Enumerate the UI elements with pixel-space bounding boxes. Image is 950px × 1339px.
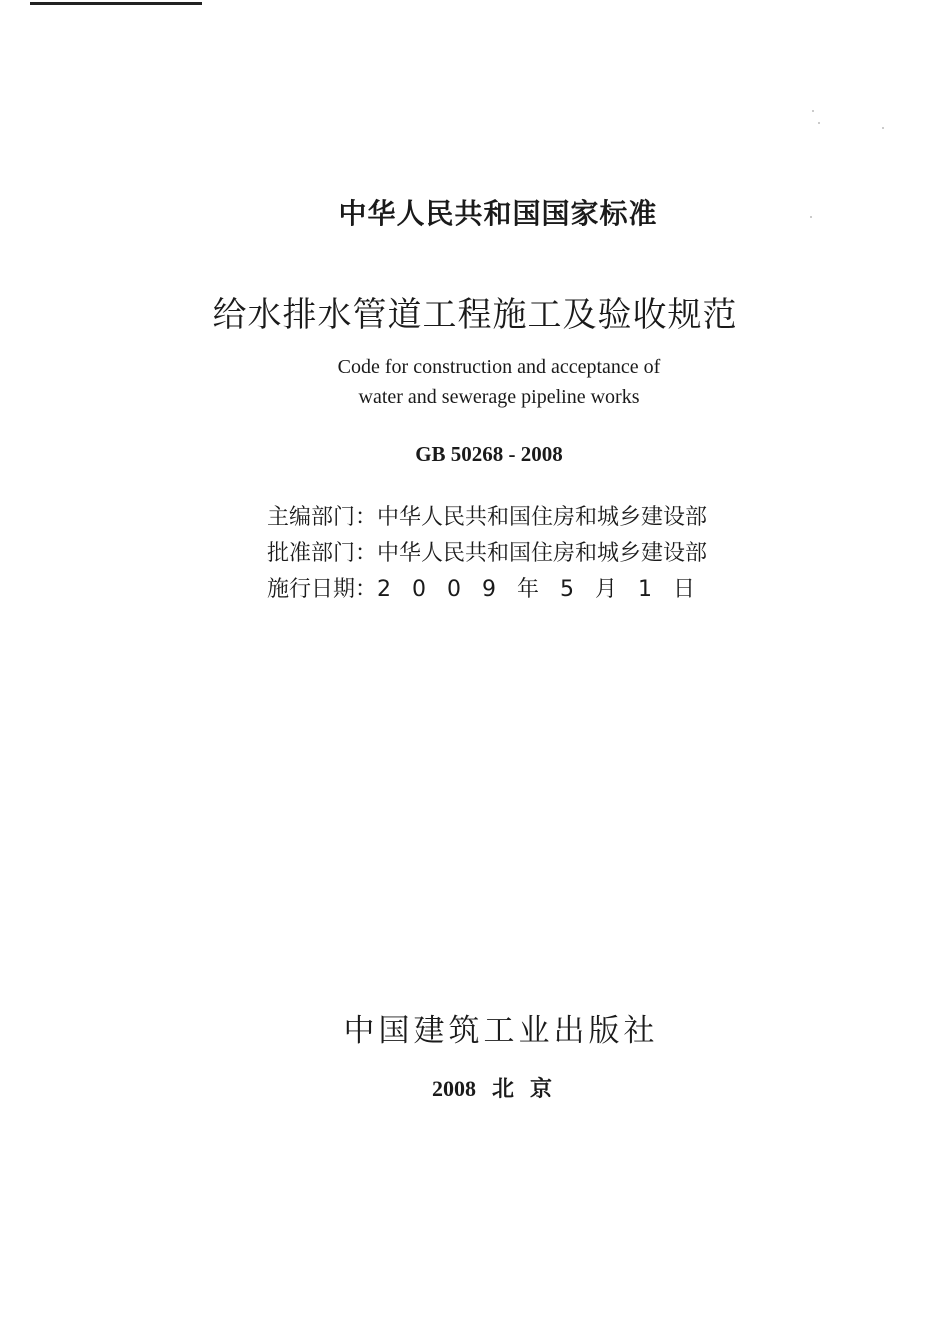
english-title-line-1: Code for construction and acceptance of xyxy=(337,356,661,378)
scan-speck xyxy=(812,110,814,112)
info-value: 中华人民共和国住房和城乡建设部 xyxy=(377,541,708,566)
publication-place: 北京 xyxy=(491,1076,568,1102)
info-colon: ： xyxy=(355,577,378,602)
scan-edge-line xyxy=(30,2,202,5)
info-label: 主编部门 xyxy=(267,505,356,530)
info-row-effective-date xyxy=(267,572,716,608)
info-value: 中华人民共和国住房和城乡建设部 xyxy=(377,505,708,530)
scan-speck xyxy=(818,122,820,124)
info-label: 施行日期 xyxy=(267,577,356,602)
publication-year-place xyxy=(0,1072,950,1103)
info-block xyxy=(267,500,716,608)
standard-code: GB 50268 - 2008 xyxy=(415,442,563,466)
info-colon: ： xyxy=(355,505,378,530)
chinese-title: 给水排水管道工程施工及验收规范 xyxy=(212,295,738,335)
scan-speck xyxy=(882,127,884,129)
info-colon: ： xyxy=(355,541,378,566)
info-row-editor-department xyxy=(267,500,716,536)
publication-year: 2008 xyxy=(431,1076,476,1101)
national-standard-heading: 中华人民共和国国家标准 xyxy=(338,197,658,230)
english-title-line-2: water and sewerage pipeline works xyxy=(358,386,640,408)
effective-date-value: 2009年5月1日 xyxy=(377,577,717,602)
info-row-approval-department xyxy=(267,536,716,572)
publisher-name: 中国建筑工业出版社 xyxy=(343,1013,659,1049)
info-label: 批准部门 xyxy=(267,541,356,566)
